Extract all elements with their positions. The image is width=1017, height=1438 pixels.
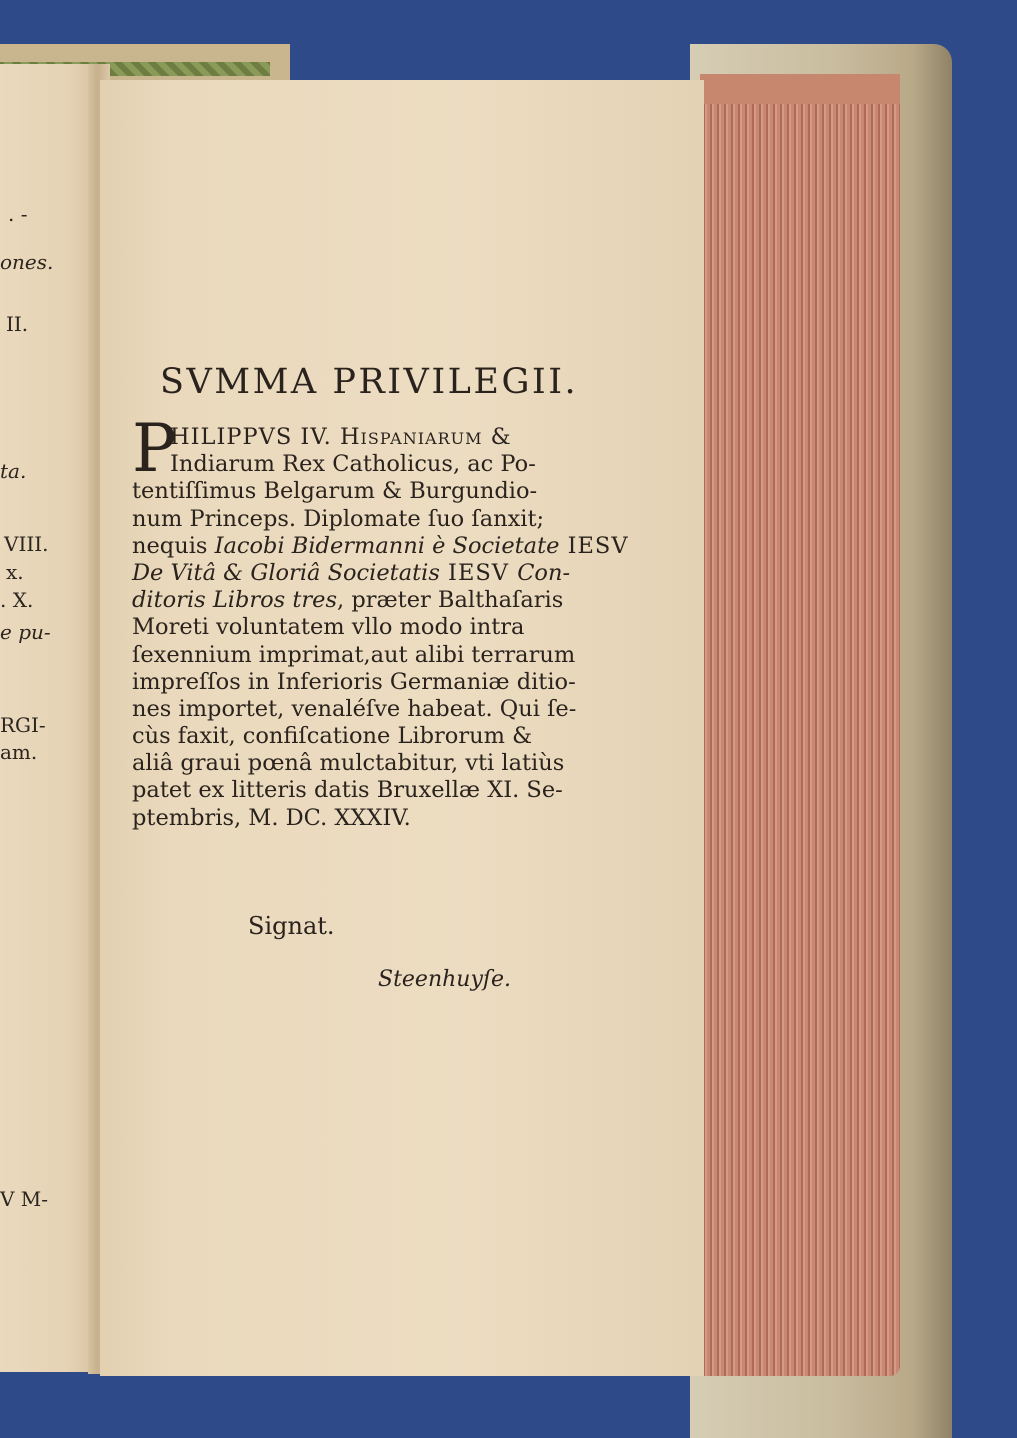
drop-cap: P <box>132 410 177 487</box>
left-page-fragment: . X. <box>0 588 34 612</box>
text-line: Indiarum Rex Catholicus, ac Po- <box>170 451 536 478</box>
text-line: patet ex litteris datis Bruxellæ XI. Se- <box>132 777 563 804</box>
text-line: nes importet, venaléſve habeat. Qui ſe- <box>132 695 577 722</box>
left-page-fragment: ta. <box>0 459 27 483</box>
text-line: cùs faxit, confiſcatione Librorum & <box>132 723 533 750</box>
color-bar <box>0 0 1017 14</box>
text-line: tentiſſimus Belgarum & Burgundio- <box>132 478 538 505</box>
left-page-fragment: x. <box>6 560 24 584</box>
text-line: impreſſos in Inferioris Germaniæ ditio- <box>132 668 576 695</box>
page-edges <box>700 74 900 1376</box>
left-page-fragment: VIII. <box>4 532 49 556</box>
left-page-fragment: RGI- <box>0 713 46 737</box>
text-line: aliâ graui pœnâ mulctabitur, vti latiùs <box>132 750 565 777</box>
signature: Steenhuyſe. <box>378 967 512 992</box>
text-line: ptembris, M. DC. XXXIV. <box>132 804 411 831</box>
left-page-fragment: . - <box>8 202 28 226</box>
text-line: De Vitâ & Gloriâ Societatis IESV Con- <box>132 559 571 586</box>
text-line: nequis Iacobi Bidermanni è Societate IESV <box>132 532 629 559</box>
page-edges-top <box>700 74 900 104</box>
left-page-fragment: II. <box>6 312 29 336</box>
left-page-fragment: V M- <box>0 1187 49 1211</box>
left-page-fragment: e pu- <box>0 620 51 644</box>
text-line: num Princeps. Diplomate ſuo ſanxit; <box>132 505 545 532</box>
text-line: HILIPPVS IV. Hiſpaniarum & <box>170 424 512 450</box>
page-title: SVMMA PRIVILEGII. <box>160 362 579 402</box>
text-line: Moreti voluntatem vllo modo intra <box>132 614 525 641</box>
left-page-fragment: ones. <box>0 250 54 274</box>
privilege-text <box>132 424 632 832</box>
text-line: ditoris Libros tres, præter Balthaſaris <box>132 587 564 614</box>
signat-label: Signat. <box>248 912 335 940</box>
text-line: ſexennium imprimat,aut alibi terrarum <box>132 641 576 668</box>
left-page-fragment: am. <box>0 740 38 764</box>
